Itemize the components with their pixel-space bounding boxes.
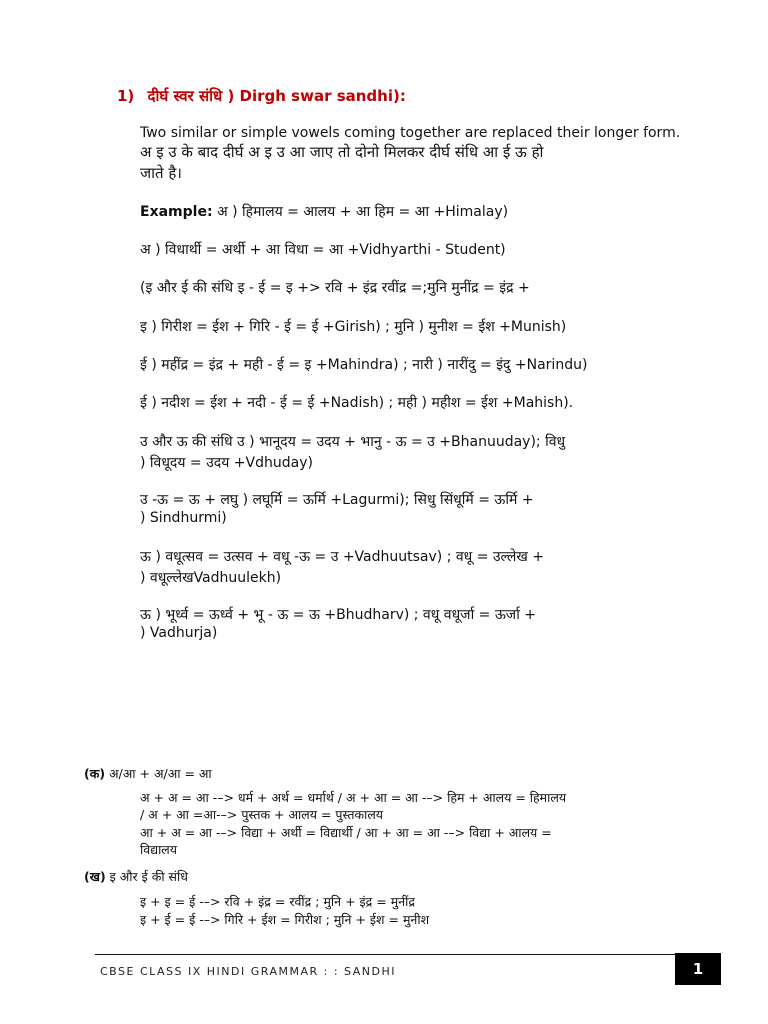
footer-text: CBSE CLASS IX HINDI GRAMMAR : : SANDHI <box>100 965 396 978</box>
section-k-line-3: आ + अ = आ -–> विद्या + अर्थी = विद्यार्थी / आ + आ = आ -–> विद्या + आलय = <box>140 825 552 840</box>
intro-hindi-line-2: जाते है। <box>140 164 182 182</box>
rule-line-6: उ और ऊ की संधि उ ) भानूदय = उदय + भानु - ऊ = उ +Bhanuuday); विधु <box>140 434 566 450</box>
section-kh-line-1: इ + इ = ई -–> रवि + इंद्र = रवींद्र ; मुनि + इंद्र = मुनींद्र <box>140 894 415 909</box>
rule-line-1: अ ) विधार्थी = अर्थी + आ विधा = आ +Vidhyarthi - Student) <box>140 242 506 258</box>
rule-line-11: ) वधूल्लेखVadhuulekh) <box>140 570 282 586</box>
footer-divider <box>95 954 675 955</box>
section-k-line-2: / अ + आ =आ-–> पुस्तक + आलय = पुस्तकालय <box>140 807 384 822</box>
rule-line-3: इ ) गिरीश = ईश + गिरि - ई = ई +Girish) ; मुनि ) मुनीश = ईश +Munish) <box>140 319 567 335</box>
rule-line-5: ई ) नदीश = ईश + नदी - ई = ई +Nadish) ; मही ) महीश = ईश +Mahish). <box>140 395 574 411</box>
section-kh-line-2: इ + ई = ई -–> गिरि + ईश = गिरीश ; मुनि + ईश = मुनीश <box>140 912 430 927</box>
rule-line-13: ) Vadhurja) <box>140 625 218 641</box>
section-k-heading <box>84 765 212 782</box>
example-text: अ ) हिमालय = आलय + आ हिम = आ +Himalay) <box>212 204 509 220</box>
heading-number: 1) <box>117 87 135 105</box>
section-kh-title: इ और ई की संधि <box>105 869 188 884</box>
section-kh-marker: (ख) <box>84 869 106 884</box>
section-k-line-1: अ + अ = आ -–> धर्म + अर्थ = धर्मार्थ / अ + आ = आ -–> हिम + आलय = हिमालय <box>140 790 567 805</box>
intro-hindi-line-1: अ इ उ के बाद दीर्घ अ इ उ आ जाए तो दोनो मिलकर दीर्घ संधि आ ई ऊ हो <box>140 143 544 161</box>
rule-line-8: उ -ऊ = ऊ + लघु ) लघूर्मि = ऊर्मि +Lagurmi); सिधु सिंधूर्मि = ऊर्मि + <box>140 492 534 508</box>
rule-line-2: (इ और ई की संधि इ - ई = इ +> रवि + इंद्र रवींद्र =;मुनि मुनींद्र = इंद्र + <box>140 280 530 296</box>
rule-line-10: ऊ ) वधूत्सव = उत्सव + वधू -ऊ = उ +Vadhuutsav) ; वधू = उल्लेख + <box>140 549 544 565</box>
example-label: Example: <box>140 204 213 220</box>
rule-line-4: ई ) महींद्र = इंद्र + मही - ई = इ +Mahindra) ; नारी ) नारींदु = इंदु +Narindu) <box>140 357 588 373</box>
section-k-line-4: विद्यालय <box>140 842 178 857</box>
page-number: 1 <box>675 953 721 985</box>
rule-line-12: ऊ ) भूर्ध्व = ऊर्ध्व + भू - ऊ = ऊ +Bhudharv) ; वधू वधूर्जा = ऊर्जा + <box>140 607 537 623</box>
example-line <box>140 202 508 221</box>
heading-text: दीर्घ स्वर संधि ) Dirgh swar sandhi): <box>147 87 406 105</box>
rule-line-7: ) विधूदय = उदय +Vdhuday) <box>140 455 313 471</box>
section-k-marker: (क) <box>84 766 106 781</box>
section-k-title: अ/आ + अ/आ = आ <box>105 766 212 781</box>
intro-english: Two similar or simple vowels coming together are replaced their longer form. <box>140 125 681 141</box>
section-heading <box>117 86 406 106</box>
rule-line-9: ) Sindhurmi) <box>140 510 227 526</box>
section-kh-heading <box>84 868 188 885</box>
